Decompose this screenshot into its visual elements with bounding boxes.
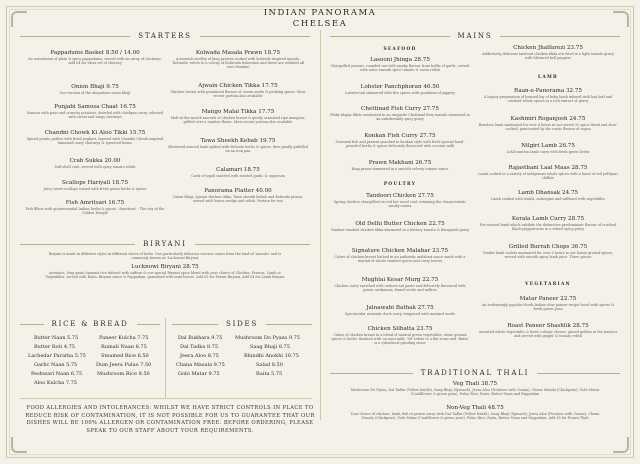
sides-heading: SIDES [172, 318, 312, 330]
allergy-notice: FOOD ALLERGIES AND INTOLERANCES: WHILST WE HAVE STRICT CONTROLS IN PLACE TO REDUCE RISK OF CONTAMINATION, IT IS NOT POSSIBLE FOR US TO GUARANTEE THAT OUR DISHES WILL BE 100% ALLERGEN OR CONTAMINATION FREE. BEFORE ORDERING, PLEASE SPEAK TO OUR STAFF ABOUT YOUR REQUIREMENTS. [25, 405, 315, 434]
list-item: Gobi Matar 9.75 [178, 371, 220, 377]
list-item: Tawa Sheekh Kebab 19.75 Skewered minced lamb spiked with delicate herbs & spices, then gently griddled on an iron pan [168, 138, 308, 154]
list-item: Mushroom Do Pyaza 9.75 [235, 335, 300, 341]
corner-ornament-icon [11, 437, 27, 453]
starters-heading: STARTERS [20, 30, 310, 42]
list-item: Chicken Jhalfarezi 23.75 Addictively delicious tandoori chicken tikka stir fried in a light tomato gravy with blistered bell peppers [482, 45, 614, 61]
list-item: Lamb Dhansak 24.75 Lamb cooked with lentils, aubergine and saffrond with vegetables [491, 190, 605, 201]
list-item: Onion Bhaji 9.75 Our version of the ubiquitous onion bhaji [59, 84, 131, 95]
biryani-intro: Biryani is made in different styles in different states of India. One particularly delicious version comes from the land of 'nawabs' and is commonly known as 'Lucknowi Biryani' [48, 252, 282, 261]
list-item: Mughlai Kesar Murg 22.75 Chicken curry enriched with cashew nut paste and delicately flavoured with green cardamom, fennel seeds and saffron [334, 277, 466, 293]
list-item: Kerala Lamb Curry 28.75 Pot-roasted lamb which exhibits the distinctive predominant flavour of crushed black peppercorns in a robust spicy gravy [479, 216, 617, 232]
list-item: Fish Amritsari 16.75 Fish fillets with quintessential Indian herbs & spices. 'Amritsari' - The city of the Golden Temple [25, 200, 165, 216]
list-item: Punjabi Samosa Chaat 16.75 Samosa with peas and crunchy potatoes, drizzled with chickpea curry, adorned with sweet and tangy chutneys [26, 104, 164, 120]
list-item: Chandni Chowk Ki Aloo Tikki 15.75 Spiced potato patties with fresh yoghurt, layered with Chandni Chowk inspired tamarind curry chutneys & sprouted beans [26, 130, 164, 146]
list-item: Pappadums Basket 8.50 / 14.00 An assortment of plain & spicy pappadums, served with an array of chutneys. Add £4 for extra set of chutney [28, 50, 162, 66]
list-item: Veg Thali 38.75 Mushroom Do Pyaza, Dal Tadka (Yellow lentils), Saag Bhaji (Spinach), Jeera Aloo (Potatoes with Cumin), Chana Masala (Chickpeas), Gobi Matar (Cauliflower & green peas), Pulao Rice, Raita, Butter Naan and Pappadum [350, 381, 600, 397]
list-item: Konkan Fish Curry 27.75 Seasonal fish and prawns poached in konkan style with fresh special hand-pounded herbs & spices delicately flavoured with coconut milk [335, 133, 465, 149]
vegetarian-subheading: VEGETARIAN [525, 282, 571, 287]
list-item: Paneer Kulcha 7.75 [99, 335, 149, 341]
list-item: Lobster Panchphoran 46.50 Lobster tail simmered with five spices with goodness of jaggery [345, 84, 455, 95]
list-item: Aloo Kulcha 7.75 [34, 380, 77, 386]
list-item: Dal Bukhara 9.75 [178, 335, 223, 341]
section-divider [20, 398, 312, 399]
biryani-heading: BIRYANI [20, 238, 310, 250]
restaurant-location: CHELSEA [292, 19, 348, 29]
list-item: Chettinad Fish Curry 27.75 Flaky tilapia fillets marinated in an exquisite Chettinad fiery masala simmered in an unbelievably spicy gravy [330, 106, 470, 122]
list-item: Panorama Platter 40.00 Onion Bhaji, Ajwain chicken tikka, Tawa sheekh kebab and Kolwada prawn, served with lemon wedge and relish. Portion for two [172, 188, 304, 204]
list-item: Butter Naan 5.75 [34, 335, 79, 341]
list-item: Tandoori Chicken 27.75 Spring chicken chargrilled on red hot wood coal, retaining the characteristic smoky aroma [333, 193, 467, 209]
list-item: Kolwada Masala Prawn 18.75 A moreish medley of king prawns cooked with kolwada inspired masala. 'Kolwada' refers to a colony of Koliwada fishermen and these are relished all over Mumbai [171, 50, 304, 70]
list-item: Lucknowi Biryani 28.75 Aromatic, long grain basmati rice infused with saffron & our special Biryani spice blend with your choice of Chicken, Prawns, Lamb or Vegetables, served with Raita. Biryani sauce & Pappadum, garnished with mint leaves. Add £5 for Prawn Biryani, Add £4 for Lamb Biryani [45, 264, 285, 280]
list-item: Lasooni Jhinga 28.75 Chargrilled prawns, rounded out with smoky flavour from bulbs of garlic, served with saloo smooth spice tomato & onion relish [330, 57, 470, 73]
rice-bread-heading: RICE & BREAD [20, 318, 160, 330]
list-item: Bhindhi Anokhi 10.75 [244, 353, 299, 359]
list-item: Mushroom Rice 8.50 [97, 371, 150, 377]
lamb-subheading: LAMB [538, 75, 558, 80]
list-item: Non-Veg Thali 48.75 Your choice of chicken, lamb, fish or prawn curry with Dal Tadka (Yellow lentils), Saag Bhaji (Spinach), Jeera Aloo (Potatoes with Cumin), Chana Masala (Chickpeas), Gobi Matar (Cauliflower & green peas), Pulao Rice, Raita, Butter Naan and Pappadum. Add £5 for Prawn Thali [350, 405, 600, 421]
list-item: Signature Chicken Malabar 23.75 Cubes of chicken breast bathed in an authentic malabari sauce made with a myriad of whole crushed spices and curry leaves [334, 248, 466, 264]
corner-ornament-icon [613, 437, 629, 453]
list-item: Ajwain Chicken Tikka 17.75 Chicken breast with prominent flavour of carom seeds & pickling spices. Most recent portion also available [170, 83, 306, 99]
list-item: Grilled Burrah Chops 36.75 Tender lamb cutlets marinated for over 8 hours in our house ground spices, served with smooth spicy lamb juice. Three pieces [482, 244, 614, 260]
list-item: Steamed Rice 6.50 [101, 353, 149, 359]
list-item: Nilgiri Lamb 26.75 A full mutton lamb curry with fresh green herbs [506, 143, 590, 154]
list-item: Old Delhi Butter Chicken 22.75 Tandoor-smoked chicken tikka simmered in a buttery tomato & fenugreek gravy [330, 221, 470, 232]
list-item: Chicken Silbatta 23.75 Cubes of chicken breast in a blend of natural green vegetables, stone ground spices & herbs, finished with coconut milk. 'Sil' refers to a flat stone and 'Batta' is a cylindrical grinding stone [331, 326, 469, 346]
list-item: Roast Paneer Shashlik 28.75 Assorted whole vegetables & fresh cottage cheese, glazed golden in the tandoor and served with ginger & tomato relish [478, 323, 618, 339]
list-item: Raan-e-Panorama 32.75 A legacy preparation of braised leg of baby lamb infused with bay leaf and crushed whole spices in a rich extract of gravy [483, 88, 613, 104]
thali-heading: TRADITIONAL THALI [330, 367, 620, 379]
list-item: Prawn Makhani 26.75 King prawn simmered in a smooth velvety tomato sauce [351, 160, 449, 171]
poultry-subheading: POULTRY [383, 182, 417, 187]
list-item: Lachedar Paratha 5.75 [28, 353, 86, 359]
list-item: Rajasthani Laal Maas 28.75 Lamb cooked in a variety of indigenous whole spices with a burst of red jodhpuri chillies [478, 165, 618, 181]
list-item: Rumali Naan 8.75 [101, 344, 147, 350]
list-item: Mango Malai Tikka 17.75 Melt-in-the-mouth morsels of chicken breast & gently seasoned ripe mangoes, grilled over a tandoor flame. Most recent portion also available [170, 109, 306, 125]
mains-heading: MAINS [330, 30, 620, 42]
list-item: Saag Bhaji 8.75 [250, 344, 290, 350]
list-item: Matar Paneer 22.75 An endearingly popular North Indian slow paneer recipe laced with spices & fresh green peas [481, 296, 615, 312]
list-item: Kashmiri Roganjosh 24.75 Boneless lamb marinated for over 6 hours in our secret 33 spice blend and slow-cooked, punctuated by the rustic flavour of rogan [478, 116, 618, 132]
list-item: Crab Sukka 20.00 Soft shell crab, served with spicy tomato relish [54, 158, 136, 169]
list-item: Raita 5.75 [256, 371, 283, 377]
list-item: Salad 8.50 [256, 362, 283, 368]
center-divider [320, 30, 321, 420]
list-item: Scallops Hariyali 18.75 Juicy sweet scallops tossed with fresh green herbs & spices [43, 180, 147, 191]
list-item: Dal Tadka 8.75 [180, 344, 219, 350]
list-item: Jeera Aloo 8.75 [180, 353, 219, 359]
list-item: Garlic Naan 5.75 [34, 362, 78, 368]
restaurant-name: INDIAN PANORAMA [263, 8, 377, 18]
list-item: Peshwari Naan 6.75 [31, 371, 83, 377]
list-item: Calamari 18.75 Curls of squid sautéed with roasted garlic & capsicum [191, 167, 285, 178]
list-item: Chana Masala 9.75 [176, 362, 225, 368]
section-divider [165, 318, 166, 398]
list-item: Jalnawabi Bathak 27.75 Spectacular aromatic duck curry, tempered with mustard seeds [345, 305, 455, 316]
seafood-subheading: SEAFOOD [383, 47, 417, 52]
list-item: Dum Jeera Pulao 7.50 [96, 362, 152, 368]
list-item: Butter Roti 4.75 [34, 344, 75, 350]
